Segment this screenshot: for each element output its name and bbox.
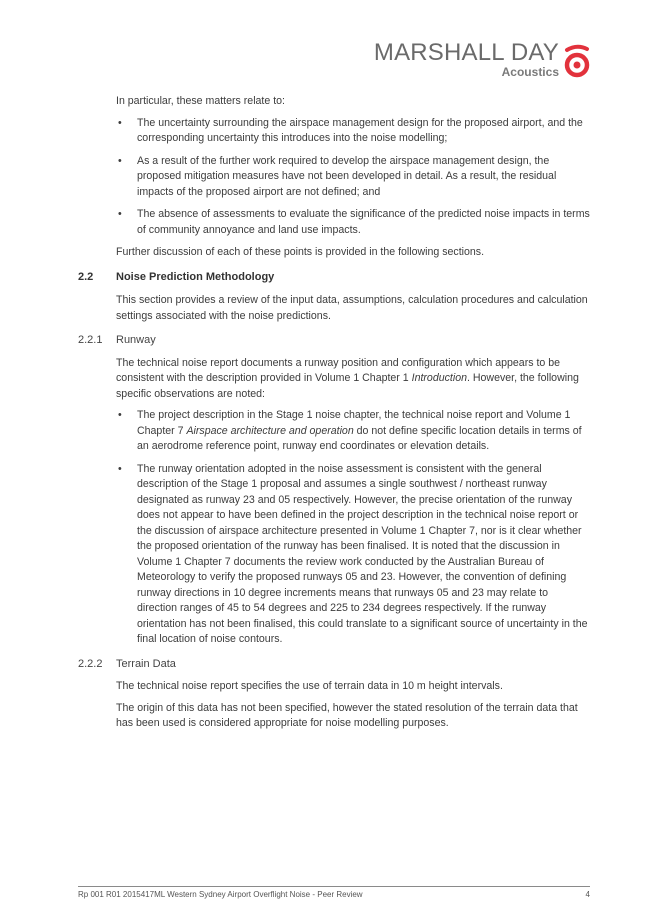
section-heading-2-2-2: 2.2.2 Terrain Data	[78, 657, 176, 670]
matters-list	[116, 116, 590, 239]
terrain-paragraph-1: The technical noise report specifies the use of terrain data in 10 m height intervals.	[116, 680, 503, 692]
logo-name: MARSHALL DAY	[373, 39, 559, 66]
page-number: 4	[585, 890, 590, 899]
section-2-2-body: This section provides a review of the input data, assumptions, calculation procedures and calculation settings associated with the noise predictions.	[116, 294, 588, 322]
logo-swirl-icon	[563, 44, 591, 78]
runway-body: The technical noise report documents a runway position and configuration which appears to be consistent with the description provided in Volume 1 Chapter 1 Introduction. However, the following specific observations are noted:	[116, 356, 579, 400]
logo-text	[374, 40, 559, 79]
terrain-paragraph-2: The origin of this data has not been specified, however the stated resolution of the terrain data that has been used is considered appropriate for noise modelling purposes.	[116, 701, 578, 729]
logo-sub: Acoustics	[501, 65, 559, 79]
runway-list	[116, 408, 590, 648]
page-content	[78, 94, 590, 738]
footer-doc-ref: Rp 001 R01 2015417ML Western Sydney Airport Overflight Noise - Peer Review	[78, 890, 363, 899]
section-heading-2-2-1: 2.2.1 Runway	[78, 334, 156, 346]
page-footer	[78, 886, 590, 899]
list-item: • The project description in the Stage 1 noise chapter, the technical noise report and Volume 1 Chapter 7 Airspace architecture and operation do not define specific location details in terms of an aerodrome reference point, runway end coordinates or elevation details.	[118, 409, 582, 452]
section-heading-2-2: 2.2 Noise Prediction Methodology	[78, 270, 275, 283]
list-item: • The absence of assessments to evaluate the significance of the predicted noise impacts in terms of community annoyance and land use impacts.	[118, 208, 590, 236]
further-paragraph: Further discussion of each of these points is provided in the following sections.	[116, 246, 485, 258]
list-item: • The runway orientation adopted in the noise assessment is consistent with the general description of the Stage 1 proposal and assumes a single southwest / northeast runway designated as runway 23 and 05 respectively. However, the precise orientation of the runway does not appear to have been defined in the project description in the technical noise report or the discussion of airspace architecture presented in Volume 1 Chapter 7, nor is it clear whether the proposed orientation of the runway has been finalised. It is noted that the discussion in Volume 1 Chapter 7 documents the review work conducted by the Australian Bureau of Meteorology to verify the proposed runways 05 and 23. However, the convention of defining runway directions in 10 degree increments means that runways 05 and 23 may relate to direction ranges of 45 to 54 degrees and 225 to 234 degrees respectively. If the runway orientation has not been finalised, this could translate to a significant source of uncertainty in the final location of noise contours.	[118, 462, 588, 645]
company-logo	[369, 40, 591, 82]
list-item: • As a result of the further work required to develop the airspace management design, the proposed mitigation measures have not been developed in detail. As a result, the residual impacts of the proposed airport are not defined; and	[118, 154, 557, 198]
list-item: • The uncertainty surrounding the airspace management design for the proposed airport, and the corresponding uncertainty this introduces into the noise modelling;	[118, 116, 583, 144]
intro-paragraph: In particular, these matters relate to:	[116, 95, 285, 107]
